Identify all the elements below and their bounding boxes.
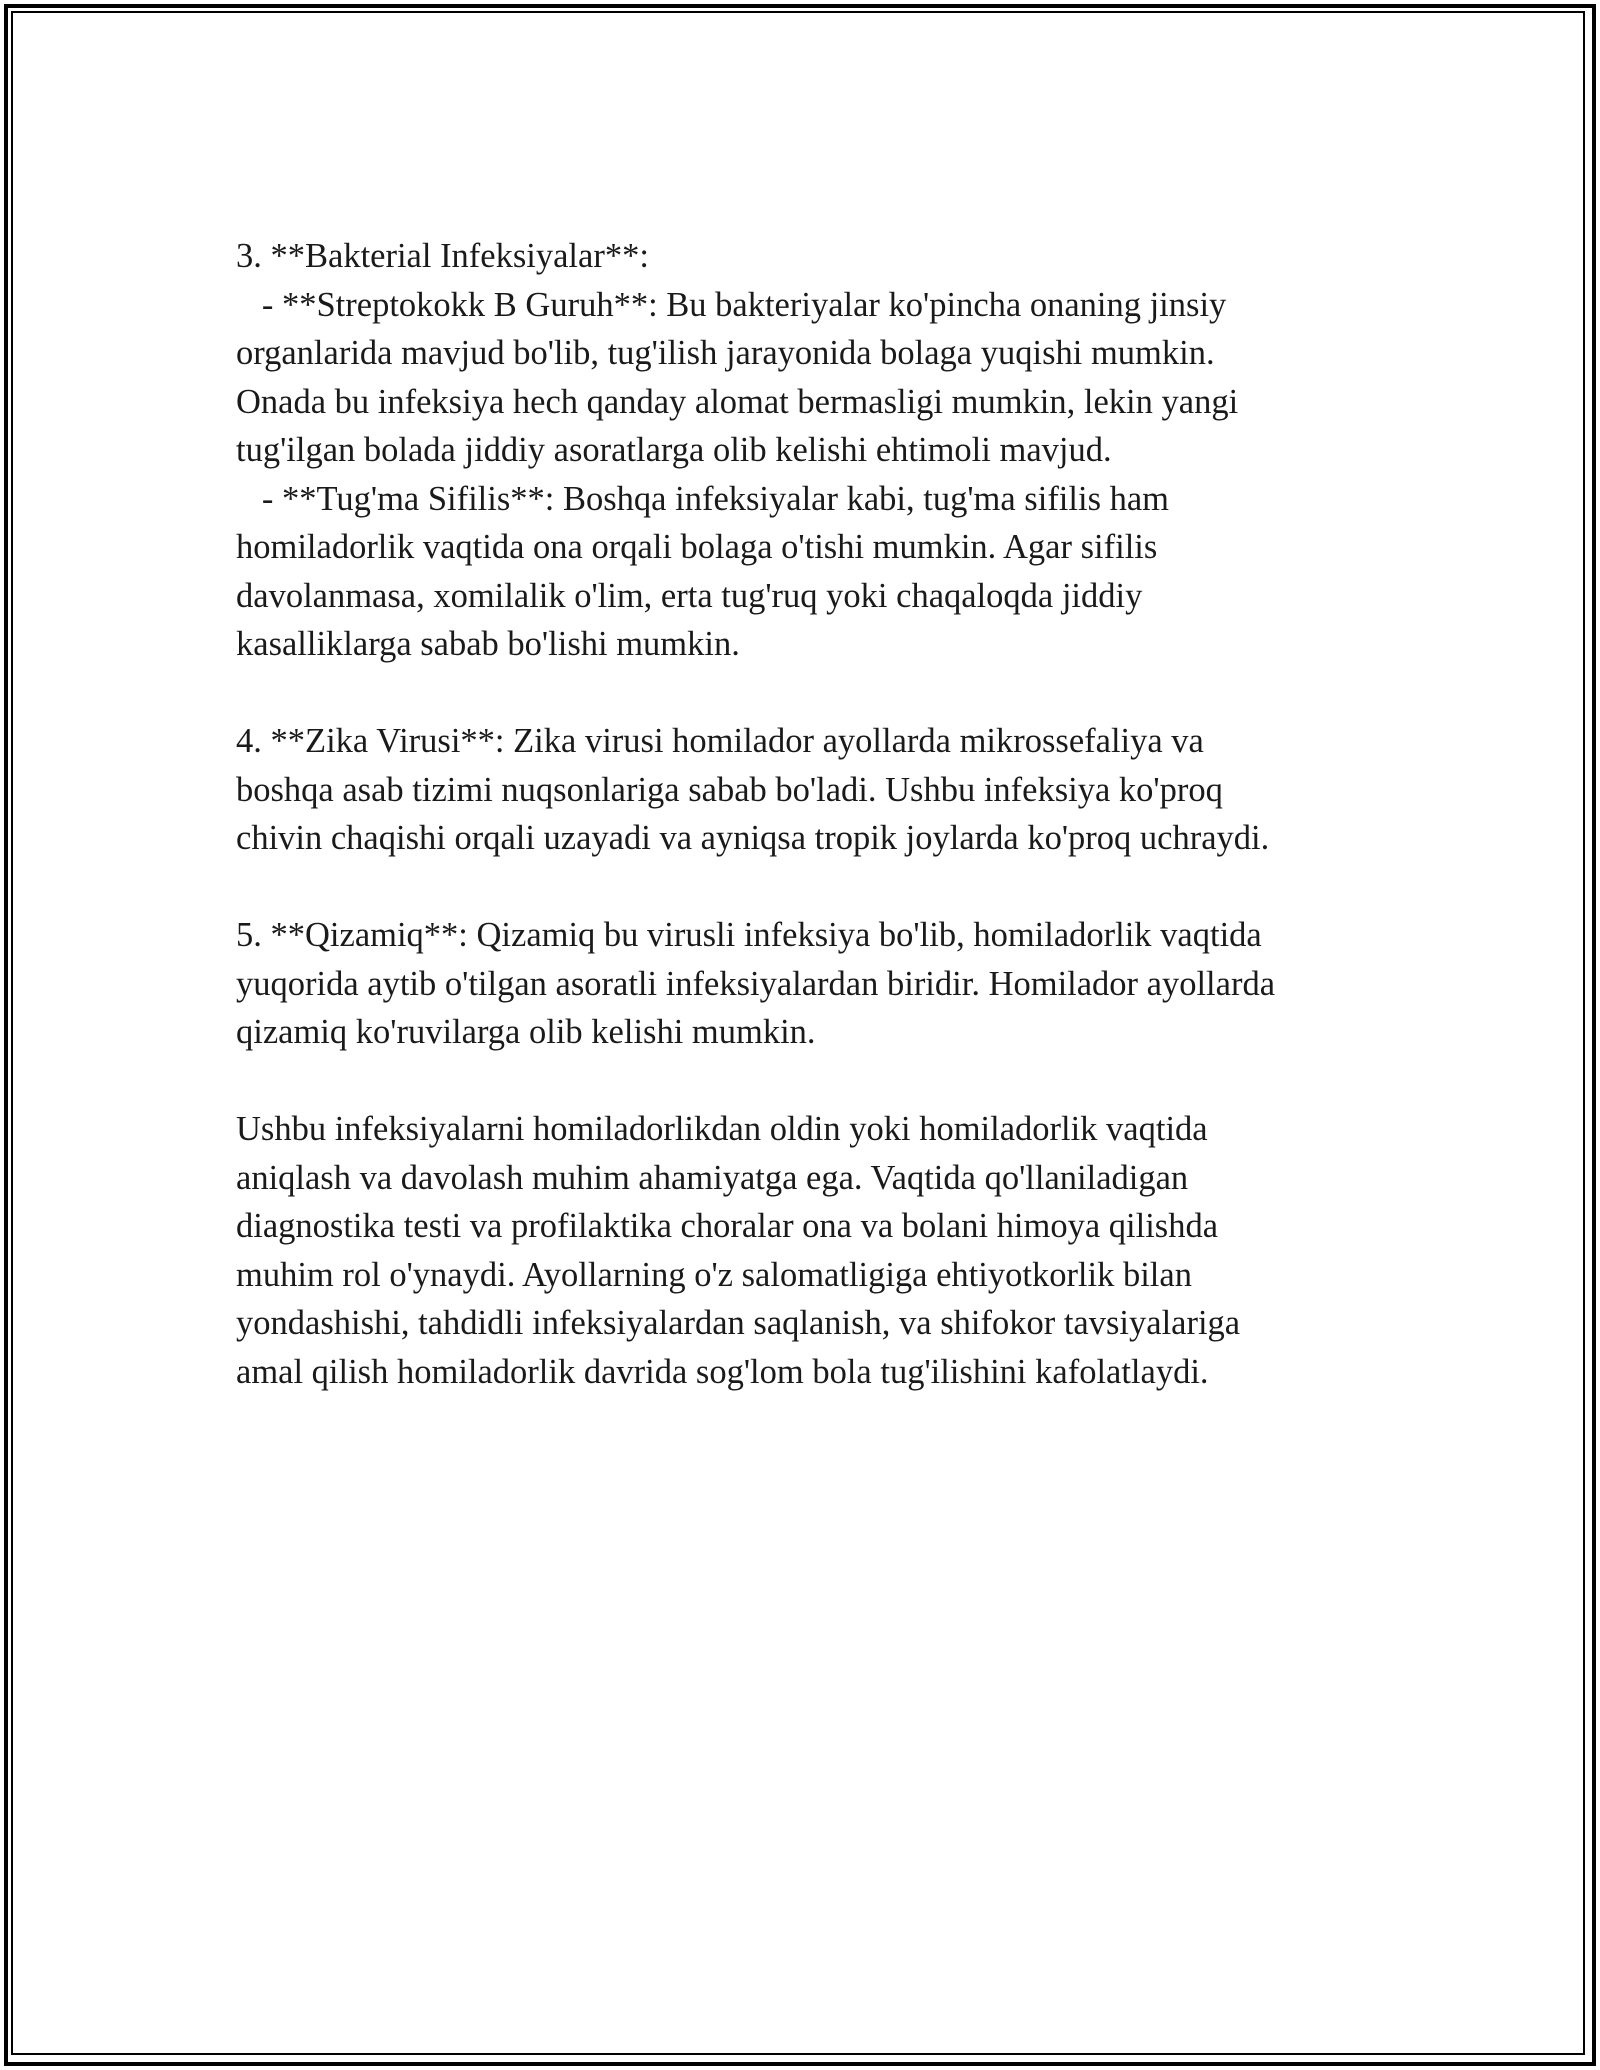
text-line: amal qilish homiladorlik davrida sog'lom bola tug'ilishini kafolatlaydi.: [236, 1352, 1209, 1391]
text-line: diagnostika testi va profilaktika choralar ona va bolani himoya qilishda: [236, 1207, 1219, 1245]
paragraph-gap: [236, 669, 1396, 718]
text-line: - **Streptokokk B Guruh**: Bu bakteriyalar ko'pincha onaning jinsiy: [236, 285, 1227, 324]
text-line: - **Tug'ma Sifilis**: Boshqa infeksiyalar kabi, tug'ma sifilis ham: [236, 479, 1170, 518]
text-line: qizamiq ko'ruvilarga olib kelishi mumkin.: [236, 1013, 816, 1051]
document-body: [236, 232, 1396, 1396]
text-line: Onada bu infeksiya hech qanday alomat bermasligi mumkin, lekin yangi: [236, 382, 1239, 421]
text-line: organlarida mavjud bo'lib, tug'ilish jarayonida bolaga yuqishi mumkin.: [236, 334, 1215, 372]
text-line: boshqa asab tizimi nuqsonlariga sabab bo'ladi. Ushbu infeksiya ko'proq: [236, 770, 1223, 809]
section-qizamiq: [236, 911, 1396, 1057]
section-bakterial-infeksiyalar: [236, 232, 1396, 669]
paragraph-gap: [236, 863, 1396, 912]
text-line: muhim rol o'ynaydi. Ayollarning o'z salomatligiga ehtiyotkorlik bilan: [236, 1255, 1192, 1294]
text-line: homiladorlik vaqtida ona orqali bolaga o'tishi mumkin. Agar sifilis: [236, 528, 1158, 566]
text-line: chivin chaqishi orqali uzayadi va ayniqsa tropik joylarda ko'proq uchraydi.: [236, 819, 1270, 857]
text-line: aniqlash va davolash muhim ahamiyatga ega. Vaqtida qo'llaniladigan: [236, 1158, 1189, 1197]
text-line: yondashishi, tahdidli infeksiyalardan saqlanish, va shifokor tavsiyalariga: [236, 1304, 1241, 1342]
paragraph-gap: [236, 1057, 1396, 1106]
text-line: 3. **Bakterial Infeksiyalar**:: [236, 237, 649, 275]
text-line: kasalliklarga sabab bo'lishi mumkin.: [236, 625, 740, 663]
text-line: davolanmasa, xomilalik o'lim, erta tug'ruq yoki chaqaloqda jiddiy: [236, 576, 1143, 615]
text-line: 4. **Zika Virusi**: Zika virusi homilador ayollarda mikrossefaliya va: [236, 722, 1204, 760]
section-zika-virusi: [236, 717, 1396, 863]
text-line: 5. **Qizamiq**: Qizamiq bu virusli infeksiya bo'lib, homiladorlik vaqtida: [236, 916, 1262, 954]
text-line: yuqorida aytib o'tilgan asoratli infeksiyalardan biridir. Homilador ayollarda: [236, 964, 1276, 1003]
section-conclusion: [236, 1105, 1396, 1396]
text-line: Ushbu infeksiyalarni homiladorlikdan oldin yoki homiladorlik vaqtida: [236, 1110, 1208, 1148]
text-line: tug'ilgan bolada jiddiy asoratlarga olib kelishi ehtimoli mavjud.: [236, 431, 1112, 469]
